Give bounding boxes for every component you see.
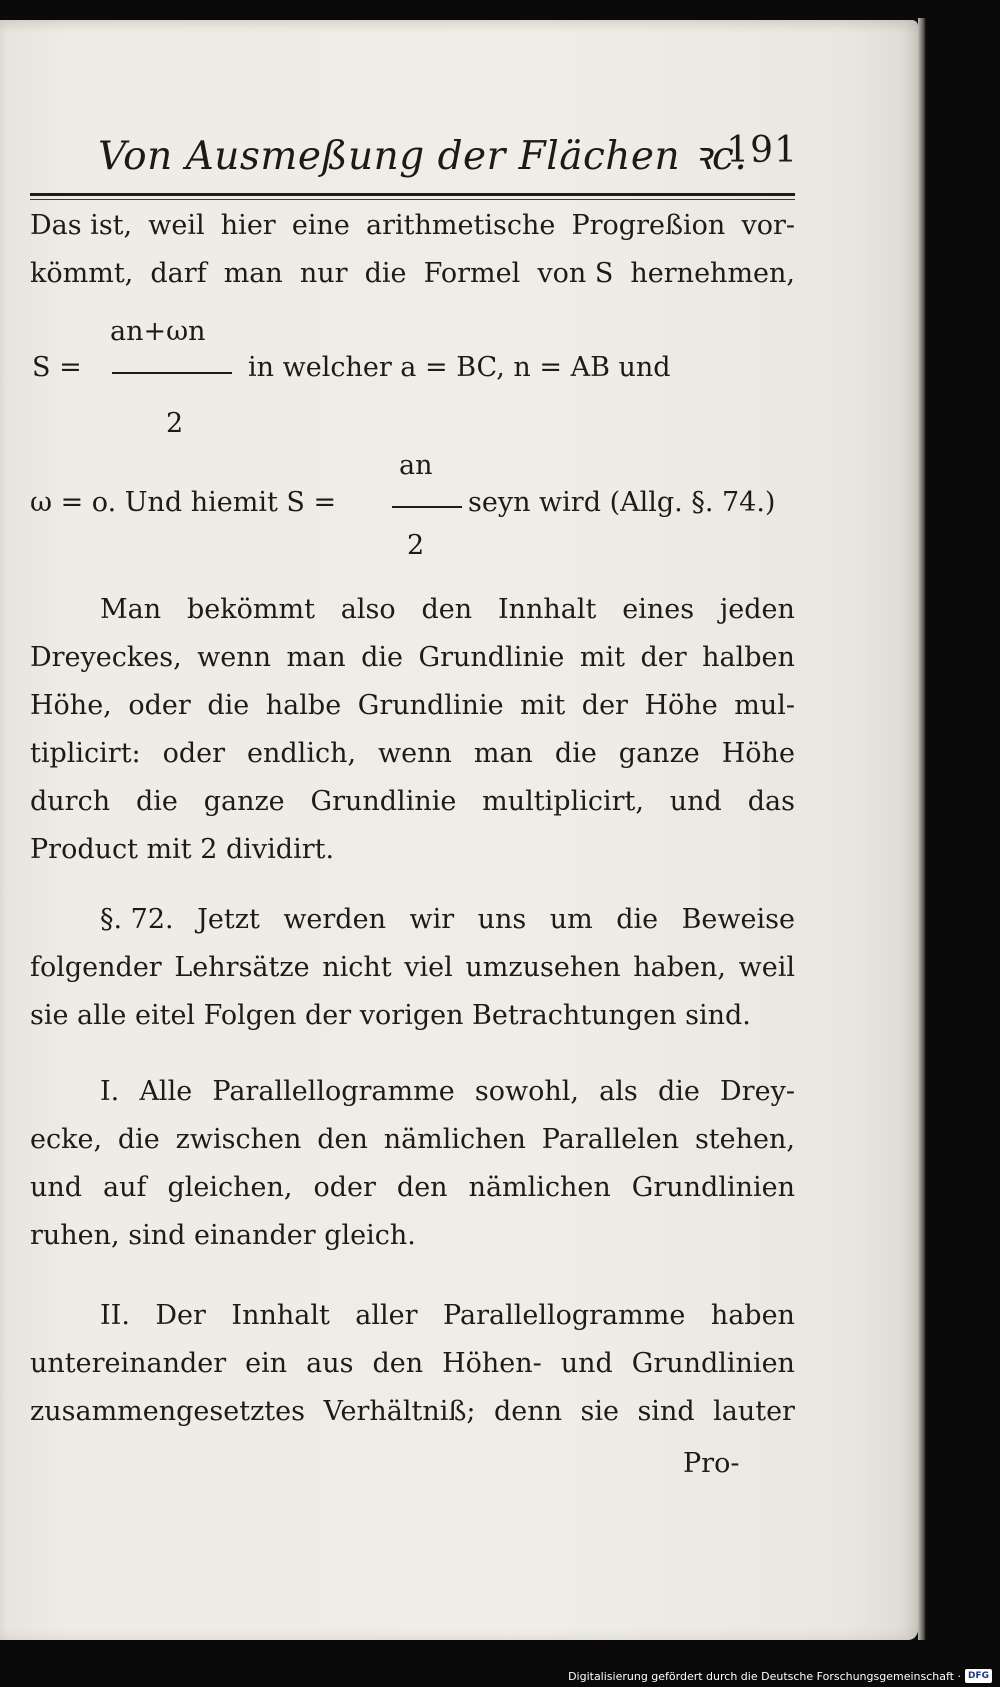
word: aller [355,1300,418,1331]
word: also [340,594,396,625]
word: §. 72. [100,904,174,935]
word: untereinander [30,1348,227,1379]
word: multiplicirt, [482,786,644,817]
word: eines [622,594,695,625]
word: Man [100,594,162,625]
word: den [421,594,473,625]
word: das [747,786,795,817]
word: ein [245,1348,288,1379]
word: Beweise [681,904,795,935]
word: sie [580,1396,619,1427]
text-line [30,786,795,832]
word: Grundlinie [418,642,565,673]
formula-2-numerator: an [399,450,433,481]
word: denn [493,1396,563,1427]
word: aus [306,1348,354,1379]
word: wir [409,904,455,935]
word: Dreyeckes, [30,642,182,673]
word: ruhen, sind einander gleich. [30,1220,416,1251]
word: halbe [265,690,342,721]
word: Innhalt [231,1300,330,1331]
word: sind [637,1396,695,1427]
word: halben [702,642,795,673]
word: Grundlinien [631,1348,795,1379]
word: Grundlinie [310,786,457,817]
word: umzusehen [465,952,621,983]
word: stehen, [694,1124,795,1155]
word: haben [710,1300,795,1331]
text-line [100,1076,795,1122]
word: um [549,904,593,935]
word: eine [291,210,350,241]
word: folgender [30,952,162,983]
word: jeden [719,594,795,625]
word: Grundlinien [631,1172,795,1203]
word: man [473,738,533,769]
word: oder [162,738,226,769]
word: ganze [203,786,285,817]
text-line [30,952,795,998]
text-line [30,1348,795,1394]
word: hernehmen, [630,258,795,289]
word: uns [477,904,527,935]
word: mit [520,690,566,721]
word: Höhen- [442,1348,542,1379]
word: die [117,1124,160,1155]
text-line [30,1220,795,1266]
formula-1-tail: in welcher a = BC, n = AB und [248,352,671,383]
word: man [286,642,346,673]
word: Jetzt [197,904,260,935]
word: Formel [423,258,521,289]
word: nicht [322,952,392,983]
word: zusammengesetztes [30,1396,305,1427]
word: I. [100,1076,120,1107]
word: nämlichen [383,1124,526,1155]
text-line [30,1396,795,1442]
word: viel [404,952,453,983]
word: den [372,1348,424,1379]
running-title: Von Ausmeßung der Flächen ꝛc. [98,134,748,179]
text-line [30,1124,795,1170]
word: ganze [618,738,700,769]
word: werden [283,904,386,935]
word: lauter [713,1396,795,1427]
word: oder [313,1172,376,1203]
word: Product mit 2 dividirt. [30,834,335,865]
page-header [98,100,798,180]
word: durch [30,786,111,817]
word: und [560,1348,613,1379]
word: weil [148,210,205,241]
text-line [30,642,795,688]
word: Parallellogramme [212,1076,455,1107]
word: Drey- [720,1076,795,1107]
word: vor- [741,210,795,241]
word: der [581,690,628,721]
word: oder [128,690,191,721]
text-line [100,904,795,950]
word: als [599,1076,638,1107]
word: den [396,1172,448,1203]
formula-2-denominator: 2 [407,530,425,561]
word: Höhe, [30,690,112,721]
word: die [135,786,178,817]
text-line [30,210,795,256]
word: Parallellogramme [443,1300,686,1331]
word: Der [155,1300,206,1331]
word: wenn [197,642,272,673]
formula-1-fraction-bar [112,372,232,374]
word: die [657,1076,700,1107]
word: hier [220,210,276,241]
word: bekömmt [186,594,315,625]
digitization-footer [568,1668,992,1684]
word: nur [299,258,348,289]
word: man [223,258,283,289]
word: Innhalt [497,594,597,625]
text-line [30,690,795,736]
formula-1-numerator: an+ωn [110,316,206,347]
text-line [30,738,795,784]
page-number: 191 [726,130,798,171]
word: die [361,642,404,673]
word: der [640,642,687,673]
word: auf [103,1172,147,1203]
footer-credit: Digitalisierung gefördert durch die Deutsche Forschungsgemeinschaft · [568,1669,961,1683]
word: mit [579,642,625,673]
text-line [100,594,795,640]
word: ecke, [30,1124,103,1155]
word: sie alle eitel Folgen der vorigen Betrachtungen sind. [30,1000,751,1031]
page-edge [918,18,926,1640]
word: die [364,258,407,289]
word: kömmt, [30,258,134,289]
text-line [30,258,795,304]
word: die [207,690,250,721]
word: mul- [734,690,795,721]
formula-2-lead: ω = o. Und hiemit S = [30,487,337,518]
word: Verhältniß; [323,1396,476,1427]
formula-1-lhs: S = [32,352,82,383]
word: sowohl, [474,1076,579,1107]
word: den [317,1124,368,1155]
formula-1-denominator: 2 [166,408,184,439]
word: tiplicirt: [30,738,141,769]
dfg-logo: DFG [965,1669,992,1683]
word: gleichen, [167,1172,293,1203]
formula-2-fraction-bar [392,506,462,508]
word: und [30,1172,83,1203]
header-rule [30,193,795,196]
header-rule-thin [30,199,795,200]
formula-2-tail: seyn wird (Allg. §. 74.) [468,487,776,518]
word: Das ist, [30,210,133,241]
word: Grundlinie [357,690,504,721]
word: die [554,738,597,769]
word: Höhe [721,738,795,769]
word: darf [150,258,207,289]
word: arithmetische [366,210,556,241]
text-line [30,1172,795,1218]
word: weil [738,952,795,983]
catchword: Pro- [683,1448,740,1479]
text-line [30,1000,795,1046]
word: und [669,786,722,817]
word: Parallelen [541,1124,680,1155]
word: von S [537,258,614,289]
word: II. [100,1300,130,1331]
word: haben, [633,952,726,983]
word: die [616,904,659,935]
text-line [30,834,795,880]
word: endlich, [247,738,357,769]
word: zwischen [175,1124,302,1155]
word: Alle [139,1076,193,1107]
word: wenn [378,738,452,769]
word: Lehrsätze [174,952,310,983]
word: Progreßion [571,210,726,241]
text-line [100,1300,795,1346]
word: Höhe [644,690,718,721]
word: nämlichen [468,1172,611,1203]
